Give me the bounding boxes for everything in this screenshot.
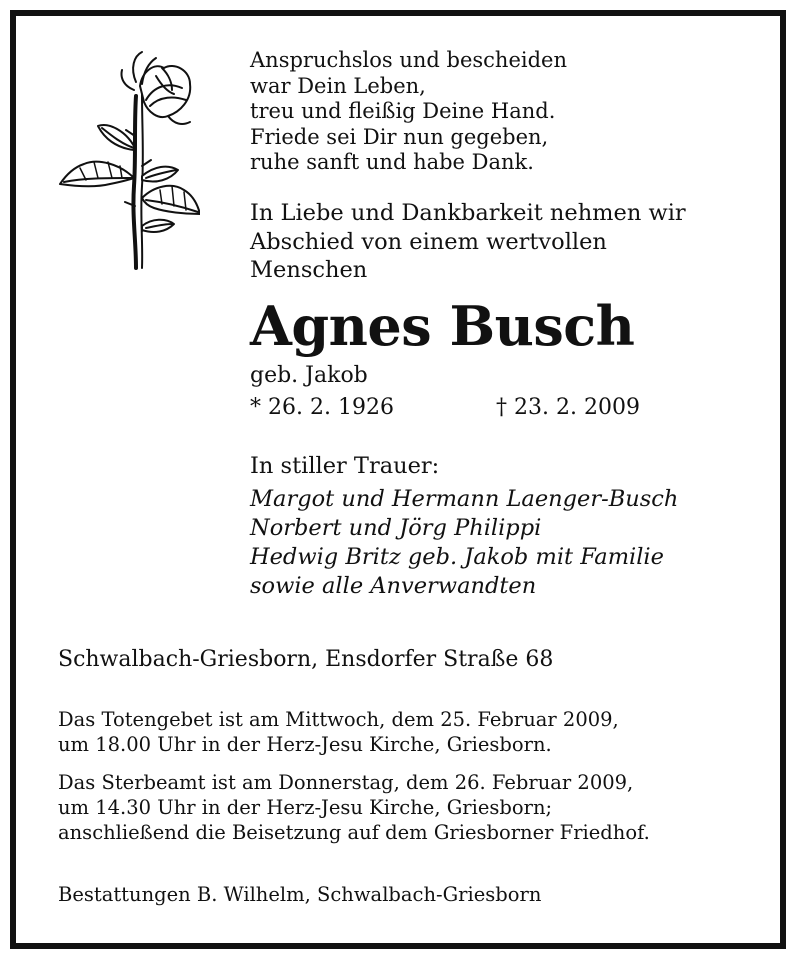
mourner-line: Hedwig Britz geb. Jakob mit Familie bbox=[250, 544, 664, 570]
mass-line: um 14.30 Uhr in der Herz-Jesu Kirche, Griesborn; bbox=[58, 796, 553, 819]
mass-info bbox=[58, 770, 650, 845]
farewell-text bbox=[250, 199, 686, 285]
mourner-line: Norbert und Jörg Philippi bbox=[250, 515, 542, 541]
poem-line: war Dein Leben, bbox=[250, 73, 426, 98]
prayer-line: Das Totengebet ist am Mittwoch, dem 25. Februar 2009, bbox=[58, 708, 619, 731]
mass-line: Das Sterbeamt ist am Donnerstag, dem 26. Februar 2009, bbox=[58, 771, 634, 794]
birth-name: geb. Jakob bbox=[250, 363, 368, 388]
life-dates bbox=[250, 393, 670, 423]
mass-line: anschließend die Beisetzung auf dem Griesborner Friedhof. bbox=[58, 821, 650, 844]
mourning-label: In stiller Trauer: bbox=[250, 453, 440, 479]
mourner-line: sowie alle Anverwandten bbox=[250, 573, 537, 599]
poem bbox=[250, 48, 567, 176]
undertaker: Bestattungen B. Wilhelm, Schwalbach-Griesborn bbox=[58, 883, 542, 906]
death-date: † 23. 2. 2009 bbox=[496, 395, 640, 420]
poem-line: ruhe sanft und habe Dank. bbox=[250, 150, 534, 174]
deceased-name: Agnes Busch bbox=[250, 294, 635, 358]
farewell-line: Abschied von einem wertvollen bbox=[250, 228, 607, 255]
poem-line: Anspruchslos und bescheiden bbox=[250, 48, 567, 72]
address: Schwalbach-Griesborn, Ensdorfer Straße 68 bbox=[58, 647, 554, 672]
farewell-line: Menschen bbox=[250, 257, 368, 283]
prayer-info bbox=[58, 707, 619, 757]
poem-line: Friede sei Dir nun gegeben, bbox=[250, 124, 549, 149]
rose-icon bbox=[50, 46, 200, 271]
mourners-list bbox=[250, 485, 678, 601]
mourner-line: Margot und Hermann Laenger-Busch bbox=[250, 486, 679, 512]
birth-date: * 26. 2. 1926 bbox=[250, 395, 394, 420]
poem-line: treu und fleißig Deine Hand. bbox=[250, 99, 556, 123]
prayer-line: um 18.00 Uhr in der Herz-Jesu Kirche, Griesborn. bbox=[58, 733, 552, 756]
farewell-line: In Liebe und Dankbarkeit nehmen wir bbox=[250, 200, 686, 226]
